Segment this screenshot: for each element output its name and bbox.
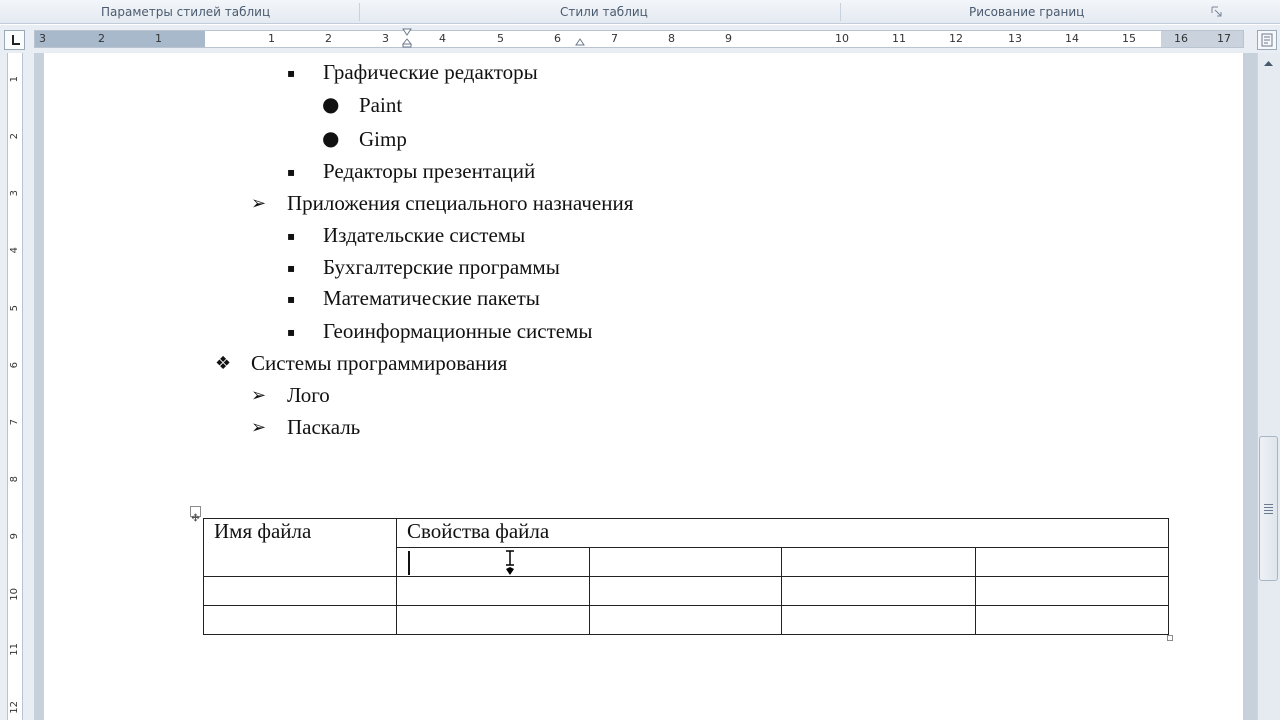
ruler-number: 7 <box>9 419 20 426</box>
square-bullet-icon: ▪ <box>287 66 296 80</box>
group-separator <box>359 3 360 21</box>
table-cell[interactable] <box>976 606 1169 635</box>
list-item[interactable]: Бухгалтерские программы <box>323 255 560 279</box>
header-cell-file-properties[interactable]: Свойства файла <box>397 519 1169 548</box>
ruler-number: 1 <box>155 32 162 45</box>
list-item[interactable]: Paint <box>359 93 403 117</box>
table-cell[interactable] <box>204 606 397 635</box>
ruler-number: 9 <box>9 533 20 540</box>
ruler-number: 6 <box>9 362 20 369</box>
arrow-bullet-icon: ➢ <box>251 193 267 214</box>
table-cell[interactable] <box>782 577 976 606</box>
square-bullet-icon: ▪ <box>287 165 296 179</box>
table-cell[interactable] <box>590 606 782 635</box>
thumb-grip <box>1264 507 1273 508</box>
horizontal-ruler[interactable] <box>34 30 1244 48</box>
table-cell[interactable] <box>204 577 397 606</box>
ruler-number: 6 <box>554 32 561 45</box>
group-label-draw-borders: Рисование границ <box>969 5 1085 19</box>
ruler-number: 5 <box>9 305 20 312</box>
group-separator <box>840 3 841 21</box>
ruler-number: 3 <box>9 190 20 197</box>
round-bullet-icon: ● <box>322 126 340 150</box>
right-indent-marker-icon[interactable] <box>575 28 585 48</box>
ruler-number: 4 <box>9 247 20 254</box>
table-cell[interactable] <box>782 606 976 635</box>
view-ruler-button[interactable] <box>1257 30 1277 50</box>
ruler-number: 9 <box>725 32 732 45</box>
tab-stop-selector[interactable] <box>4 30 25 50</box>
text-caret <box>408 551 410 575</box>
arrow-bullet-icon: ➢ <box>251 385 267 406</box>
square-bullet-icon: ▪ <box>287 292 296 306</box>
square-bullet-icon: ▪ <box>287 229 296 243</box>
thumb-grip <box>1264 513 1273 514</box>
table-cell[interactable] <box>397 577 590 606</box>
list-item[interactable]: Паскаль <box>287 415 361 439</box>
list-item[interactable]: Приложения специального назначения <box>287 191 634 215</box>
ruler-number: 1 <box>268 32 275 45</box>
diamond-bullet-icon: ❖ <box>215 353 232 374</box>
ruler-number: 12 <box>949 32 963 45</box>
group-label-table-style-options: Параметры стилей таблиц <box>101 5 271 19</box>
ruler-number: 14 <box>1065 32 1079 45</box>
indent-marker-icon[interactable] <box>402 28 412 48</box>
dialog-launcher-icon[interactable] <box>1211 6 1222 17</box>
vertical-ruler[interactable] <box>7 53 23 720</box>
ruler-number: 15 <box>1122 32 1136 45</box>
square-bullet-icon: ▪ <box>287 261 296 275</box>
table-cell[interactable] <box>782 548 976 577</box>
ruler-number: 3 <box>39 32 46 45</box>
ruler-number: 2 <box>98 32 105 45</box>
ruler-number: 8 <box>668 32 675 45</box>
ruler-number: 8 <box>9 476 20 483</box>
thumb-grip <box>1264 510 1273 511</box>
thumb-grip <box>1264 504 1273 505</box>
header-cell-file-name[interactable]: Имя файла <box>204 519 397 577</box>
list-item[interactable]: Геоинформационные системы <box>323 319 593 343</box>
list-item[interactable]: Системы программирования <box>251 351 508 375</box>
file-table[interactable] <box>203 518 1169 635</box>
ruler-number: 10 <box>835 32 849 45</box>
scrollbar-thumb[interactable] <box>1259 436 1278 581</box>
ruler-number: 10 <box>9 588 20 601</box>
ribbon-group-strip <box>0 0 1280 24</box>
ruler-number: 7 <box>611 32 618 45</box>
ibeam-cursor-icon <box>503 550 517 576</box>
list-item[interactable]: Графические редакторы <box>323 60 538 84</box>
arrow-bullet-icon: ➢ <box>251 417 267 438</box>
table-cell[interactable] <box>397 606 590 635</box>
square-bullet-icon: ▪ <box>287 325 296 339</box>
move-icon <box>191 513 200 522</box>
ruler-number: 3 <box>382 32 389 45</box>
page-background-left <box>34 53 44 720</box>
page-background-right <box>1243 53 1257 720</box>
table-resize-handle[interactable] <box>1167 635 1173 641</box>
scroll-up-arrow-icon[interactable] <box>1258 57 1279 71</box>
table-cell[interactable] <box>976 548 1169 577</box>
ruler-number: 11 <box>9 643 20 656</box>
ruler-number: 1 <box>9 76 20 83</box>
list-item[interactable]: Gimp <box>359 127 407 151</box>
round-bullet-icon: ● <box>322 92 340 116</box>
ruler-number: 12 <box>9 701 20 714</box>
ruler-number: 16 <box>1174 32 1188 45</box>
list-item[interactable]: Математические пакеты <box>323 286 540 310</box>
view-ruler-icon <box>1258 31 1276 49</box>
ruler-number: 2 <box>325 32 332 45</box>
ruler-number: 4 <box>439 32 446 45</box>
ruler-left-margin <box>35 31 205 47</box>
ruler-number: 2 <box>9 133 20 140</box>
ruler-number: 17 <box>1217 32 1231 45</box>
group-label-table-styles: Стили таблиц <box>560 5 648 19</box>
ruler-number: 5 <box>497 32 504 45</box>
table-move-handle[interactable] <box>190 506 201 517</box>
table-cell[interactable] <box>397 548 590 577</box>
table-cell[interactable] <box>590 577 782 606</box>
vertical-scrollbar[interactable] <box>1257 53 1280 720</box>
ruler-number: 13 <box>1008 32 1022 45</box>
ruler-number: 11 <box>892 32 906 45</box>
list-item[interactable]: Лого <box>287 383 330 407</box>
table-cell[interactable] <box>976 577 1169 606</box>
table-cell[interactable] <box>590 548 782 577</box>
list-item[interactable]: Редакторы презентаций <box>323 159 536 183</box>
list-item[interactable]: Издательские системы <box>323 223 526 247</box>
